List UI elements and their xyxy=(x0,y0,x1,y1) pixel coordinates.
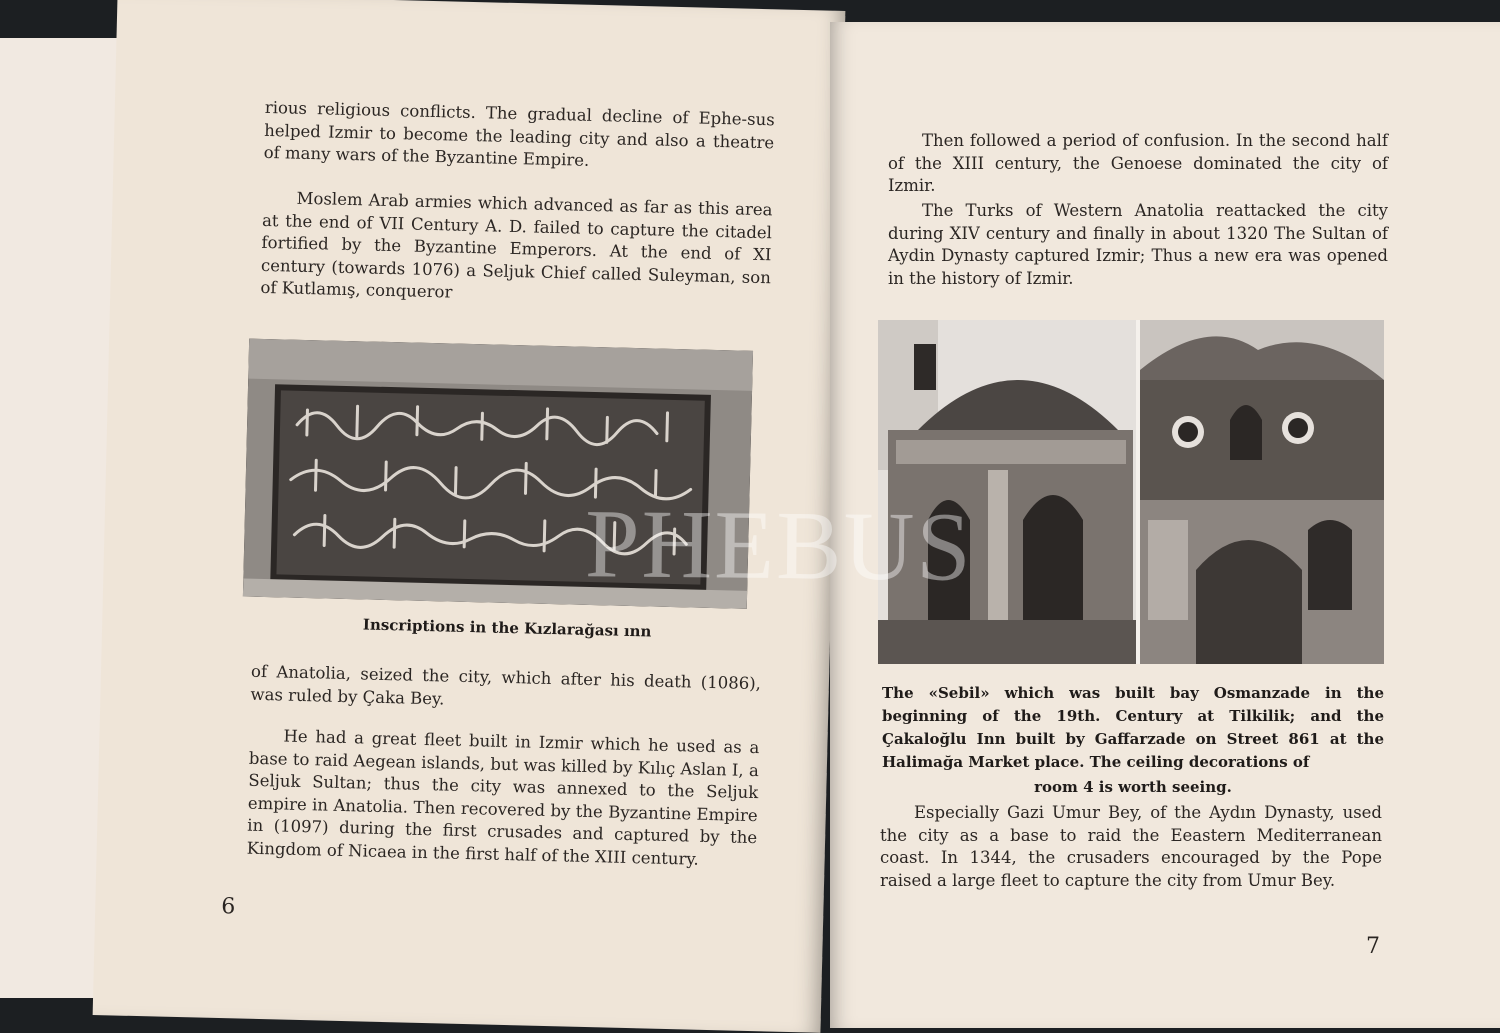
left-page-number: 6 xyxy=(221,894,236,920)
right-paragraph-3: Especially Gazi Umur Bey, of the Aydın Dynasty, used the city as a base to raid the Eeastern Mediterranean coast. In 1344, the crusaders encouraged by the Pope raised a large fleet to capture the city from Umur Bey. xyxy=(880,803,1382,890)
left-paragraph-1: rious religious conflicts. The gradual decline of Ephe-sus helped Izmir to become the leading city and also a theatre of many wars of the Byzantine Empire. xyxy=(263,97,775,170)
right-paragraph-2: The Turks of Western Anatolia reattacked the city during XIV century and finally in about 1320 The Sultan of Aydin Dynasty captured Izmir; Thus a new era was opened in the history of Izmir. xyxy=(888,201,1388,288)
right-page-number: 7 xyxy=(1366,934,1380,959)
left-paragraph-3: of Anatolia, seized the city, which after his death (1086), was ruled by Çaka Bey. xyxy=(250,661,762,708)
left-paragraph-4: He had a great fleet built in Izmir which he used as a base to raid Aegean islands, but was killed by Kılıç Aslan I, a Seljuk Sultan; thus the city was annexed to the Seljuk empire in Anatolia. Then recovered by the Byzantine Empire in (1097) during the first crusades and captured by the Kingdom of Nicaea in the first half of the XIII century. xyxy=(246,726,760,869)
sebil-caption-end: room 4 is worth seeing. xyxy=(1034,778,1232,796)
phebus-watermark: PHEBUS xyxy=(584,490,974,602)
inscription-caption: Inscriptions in the Kızlarağası ınn xyxy=(362,615,652,641)
left-paragraph-2: Moslem Arab armies which advanced as far as this area at the end of VII Century A. D. failed to capture the citadel fortified by the Byzantine Emperors. At the end of XI century (towards 1076) a Seljuk Chief called Suleyman, son of Kutlamış, conqueror xyxy=(260,188,773,302)
right-paragraph-1: Then followed a period of confusion. In the second half of the XIII century, the Genoese dominated the city of Izmir. xyxy=(888,131,1388,195)
sebil-caption-main: The «Sebil» which was built bay Osmanzade in the beginning of the 19th. Century at Tilkilik; and the Çakaloğlu Inn built by Gaffarzade on Street 861 at the Halimağa Market place. The ceiling decorations of xyxy=(882,684,1384,771)
